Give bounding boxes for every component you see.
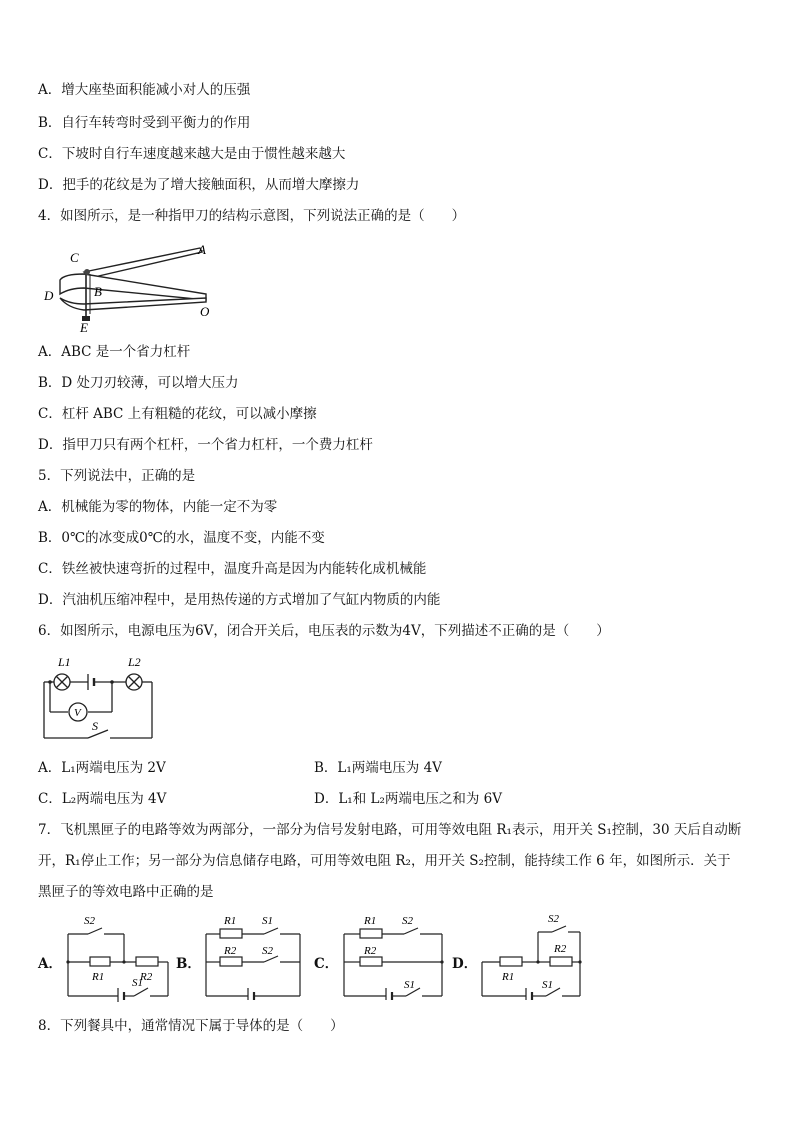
label-l1: L1 bbox=[58, 655, 71, 669]
label-r2: R2 bbox=[364, 945, 377, 957]
q5-option-b: B．0℃的冰变成0℃的水，温度不变，内能不变 bbox=[38, 530, 325, 546]
q7-line-1: 7．飞机黑匣子的电路等效为两部分，一部分为信号发射电路，可用等效电阻 R₁表示，用开关 S₁控制，30 天后自动断 bbox=[38, 822, 742, 838]
label-s1: S1 bbox=[404, 979, 415, 991]
q5-option-a: A．机械能为零的物体，内能一定不为零 bbox=[38, 499, 278, 515]
q7-option-c-letter: C． bbox=[314, 956, 339, 972]
q5-stem: 5．下列说法中，正确的是 bbox=[38, 468, 196, 484]
label-switch: S bbox=[92, 719, 98, 733]
label-r2: R2 bbox=[554, 943, 567, 955]
q6-circuit-figure bbox=[36, 654, 166, 750]
q6-option-a: A．L₁两端电压为 2V bbox=[38, 760, 166, 776]
label-o: O bbox=[200, 304, 210, 319]
q6-option-b: B．L₁两端电压为 4V bbox=[314, 760, 442, 776]
label-r1: R1 bbox=[224, 915, 237, 927]
label-c: C bbox=[70, 250, 79, 265]
q7-circuit-c bbox=[338, 910, 448, 1004]
label-b: B bbox=[94, 284, 102, 299]
label-r1: R1 bbox=[92, 971, 105, 983]
q3-option-c: C．下坡时自行车速度越来越大是由于惯性越来越大 bbox=[38, 146, 346, 162]
label-s1: S1 bbox=[262, 915, 273, 927]
label-s1: S1 bbox=[132, 977, 143, 989]
nail-clipper-figure bbox=[40, 238, 220, 338]
label-s2: S2 bbox=[548, 913, 559, 925]
q5-option-d: D．汽油机压缩冲程中，是用热传递的方式增加了气缸内物质的内能 bbox=[38, 592, 441, 608]
q7-option-a-letter: A． bbox=[38, 956, 62, 972]
q7-option-d-letter: D． bbox=[452, 956, 478, 972]
label-r2: R2 bbox=[224, 945, 237, 957]
q4-option-a: A．ABC 是一个省力杠杆 bbox=[38, 344, 191, 360]
q7-line-3: 黑匣子的等效电路中正确的是 bbox=[38, 884, 214, 900]
q3-option-b: B．自行车转弯时受到平衡力的作用 bbox=[38, 115, 251, 131]
q4-option-c: C．杠杆 ABC 上有粗糙的花纹，可以减小摩擦 bbox=[38, 406, 317, 422]
q4-option-b: B．D 处刀刃较薄，可以增大压力 bbox=[38, 375, 239, 391]
label-s2: S2 bbox=[262, 945, 273, 957]
q6-option-c: C．L₂两端电压为 4V bbox=[38, 791, 167, 807]
q8-stem: 8．下列餐具中，通常情况下属于导体的是（ ） bbox=[38, 1018, 344, 1034]
q7-line-2: 开，R₁停止工作；另一部分为信息储存电路，可用等效电阻 R₂，用开关 S₂控制，能持续工作 6 年，如图所示．关于 bbox=[38, 853, 731, 869]
q3-option-a: A．增大座垫面积能减小对人的压强 bbox=[38, 82, 251, 98]
label-s2: S2 bbox=[402, 915, 413, 927]
q7-circuit-b bbox=[200, 910, 308, 1004]
q7-circuit-d bbox=[476, 908, 588, 1004]
label-r2: R2 bbox=[140, 971, 153, 983]
label-a: A bbox=[198, 242, 206, 257]
label-s2: S2 bbox=[84, 915, 95, 927]
label-d: D bbox=[44, 288, 54, 303]
label-r1: R1 bbox=[364, 915, 377, 927]
label-r1: R1 bbox=[502, 971, 515, 983]
label-voltmeter: V bbox=[74, 707, 81, 719]
q7-option-b-letter: B． bbox=[176, 956, 201, 972]
q7-circuit-a bbox=[62, 912, 174, 1006]
q4-option-d: D．指甲刀只有两个杠杆，一个省力杠杆，一个费力杠杆 bbox=[38, 437, 373, 453]
q6-option-d: D．L₁和 L₂两端电压之和为 6V bbox=[314, 791, 502, 807]
q6-stem: 6．如图所示，电源电压为6V，闭合开关后，电压表的示数为4V，下列描述不正确的是（ ） bbox=[38, 623, 610, 639]
q3-option-d: D．把手的花纹是为了增大接触面积，从而增大摩擦力 bbox=[38, 177, 360, 193]
label-l2: L2 bbox=[128, 655, 141, 669]
label-s1: S1 bbox=[542, 979, 553, 991]
label-e: E bbox=[80, 320, 88, 334]
q4-stem: 4．如图所示，是一种指甲刀的结构示意图，下列说法正确的是（ ） bbox=[38, 208, 466, 224]
q5-option-c: C．铁丝被快速弯折的过程中，温度升高是因为内能转化成机械能 bbox=[38, 561, 427, 577]
